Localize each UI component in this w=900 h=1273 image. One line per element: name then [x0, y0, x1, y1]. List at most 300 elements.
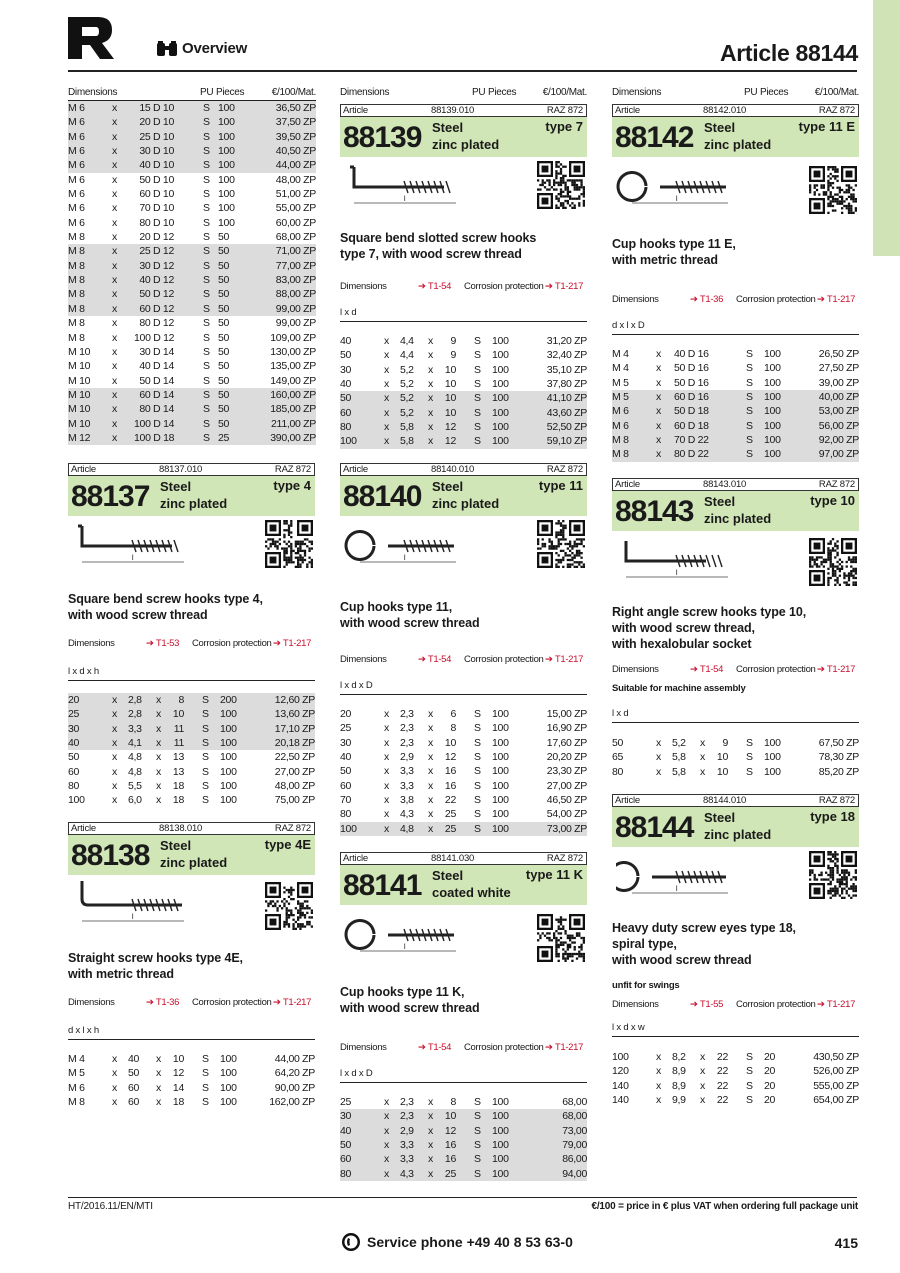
- product-title: with wood screw thread,: [612, 621, 755, 635]
- cell-b: 40 D 12: [139, 274, 174, 287]
- cell-pu: S: [203, 274, 210, 287]
- cell: 10: [444, 406, 456, 419]
- technical-drawing: [72, 877, 202, 927]
- cell-b: 15 D 10: [139, 102, 174, 114]
- cell: 4,3: [400, 808, 414, 821]
- cell: 44,00 ZP: [274, 1053, 315, 1065]
- cell-sep: S: [474, 378, 481, 391]
- table-row: [68, 707, 315, 721]
- cell-pu: S: [203, 231, 210, 244]
- cell-x: x: [112, 403, 117, 416]
- cell: 20: [764, 1094, 776, 1107]
- cell-pu: S: [203, 417, 210, 430]
- article-code: 88139.010: [431, 105, 475, 116]
- product-title: Cup hooks type 11 E,: [612, 237, 736, 251]
- raz-code: RAZ 872: [546, 464, 583, 475]
- cell: 50: [128, 1067, 140, 1080]
- cell: 100: [612, 1051, 629, 1063]
- cell-sep: x: [428, 1096, 433, 1108]
- dimensions-label: Dimensions: [340, 281, 387, 292]
- columns-label: d x l x h: [68, 1025, 99, 1036]
- cell: 12: [172, 1067, 184, 1080]
- cell: 60: [340, 1153, 352, 1166]
- cell: 80: [612, 765, 624, 778]
- cell-pc: 50: [218, 331, 230, 344]
- dimensions-ref[interactable]: ➔ T1-54: [418, 1042, 452, 1053]
- cell-pu: S: [203, 173, 210, 186]
- cell: 100: [220, 722, 237, 735]
- material-steel: Steel: [432, 479, 464, 494]
- dimensions-label: Dimensions: [68, 997, 115, 1008]
- cell: 60 D 16: [674, 391, 709, 404]
- rule: [340, 1082, 587, 1083]
- price-table: [612, 736, 859, 779]
- cell: 5,2: [400, 378, 414, 391]
- table-row: [68, 158, 316, 172]
- raz-code: RAZ 872: [818, 795, 855, 806]
- dimensions-ref[interactable]: ➔ T1-36: [146, 997, 180, 1008]
- dimensions-ref[interactable]: ➔ T1-54: [418, 281, 452, 292]
- table-row: [340, 779, 587, 793]
- cell-sep: x: [428, 392, 433, 405]
- cell: 11: [173, 737, 184, 750]
- cell: 100: [492, 406, 509, 419]
- article-type: type 4E: [264, 837, 311, 852]
- cell-sep: x: [656, 419, 661, 432]
- cell-b: 40 D 14: [139, 360, 174, 373]
- cell: M 5: [612, 391, 629, 404]
- cell-p: 99,00 ZP: [275, 302, 316, 315]
- table-row: [612, 1050, 859, 1064]
- corrosion-ref[interactable]: ➔ T1-217: [545, 654, 584, 665]
- table-row: [612, 1093, 859, 1107]
- cell: 27,00 ZP: [274, 765, 315, 778]
- cell: 20: [764, 1079, 776, 1092]
- material-finish: zinc plated: [704, 827, 772, 842]
- cell-sep: S: [474, 765, 481, 778]
- cell: 100: [492, 779, 509, 792]
- cell: 80: [340, 808, 352, 821]
- footer-rule: [68, 1197, 857, 1198]
- corrosion-ref[interactable]: ➔ T1-217: [273, 638, 312, 649]
- cell: 3,3: [400, 765, 414, 778]
- table-row: [612, 1064, 859, 1078]
- cell: 18: [172, 794, 184, 807]
- article-band: [340, 476, 587, 516]
- cell-x: x: [112, 245, 117, 258]
- col-dimensions: Dimensions: [340, 87, 390, 98]
- cell: 23,30 ZP: [546, 765, 587, 778]
- cell: 100: [220, 708, 237, 721]
- cell-a: M 6: [68, 173, 85, 186]
- cell-p: 40,50 ZP: [275, 145, 316, 158]
- cell: 140: [612, 1079, 629, 1092]
- cell-sep: x: [112, 765, 117, 778]
- product-note: Suitable for machine assembly: [612, 683, 746, 694]
- cell: 4,8: [128, 765, 142, 778]
- cell-sep: x: [428, 1110, 433, 1123]
- cell: 75,00 ZP: [274, 794, 315, 807]
- cell: 80: [340, 421, 352, 434]
- cell-x: x: [112, 331, 117, 344]
- cell: 67,50 ZP: [818, 737, 859, 749]
- cell: 100: [220, 794, 237, 807]
- cell-sep: x: [656, 405, 661, 418]
- dimensions-ref[interactable]: ➔ T1-53: [146, 638, 180, 649]
- cell: 32,40 ZP: [546, 349, 587, 362]
- table-row: [68, 144, 316, 158]
- rule: [68, 680, 315, 681]
- cell-pu: S: [203, 216, 210, 229]
- cell-a: M 10: [68, 388, 91, 401]
- cell-a: M 6: [68, 102, 85, 114]
- cell-sep: S: [746, 376, 753, 389]
- cell-sep: x: [428, 765, 433, 778]
- cell-pu: S: [203, 202, 210, 215]
- cell: 46,50 ZP: [546, 794, 587, 807]
- dimensions-label: Dimensions: [612, 999, 659, 1010]
- cell: 40,00 ZP: [818, 391, 859, 404]
- cell: 5,5: [128, 780, 142, 793]
- cell-sep: x: [656, 1094, 661, 1107]
- cell: 13: [172, 751, 184, 764]
- cell: 68,00: [562, 1110, 587, 1123]
- qr-code[interactable]: [537, 914, 585, 962]
- cell-pu: S: [203, 145, 210, 158]
- cell-pc: 50: [218, 231, 230, 244]
- corrosion-ref[interactable]: ➔ T1-217: [545, 1042, 584, 1053]
- cell: 37,80 ZP: [546, 378, 587, 391]
- qr-code[interactable]: [265, 882, 313, 930]
- corrosion-ref[interactable]: ➔ T1-217: [817, 664, 856, 675]
- cell-sep: S: [746, 362, 753, 375]
- cell: 50: [340, 392, 352, 405]
- cell-x: x: [112, 188, 117, 201]
- cell-b: 60 D 14: [139, 388, 174, 401]
- product-title: Cup hooks type 11,: [340, 600, 453, 614]
- table-row: [340, 1124, 587, 1138]
- cell: 25: [340, 1096, 352, 1108]
- article-label: Article: [343, 464, 368, 475]
- technical-drawing: [344, 907, 474, 957]
- table-row: [612, 390, 859, 404]
- raz-code: RAZ 872: [818, 479, 855, 490]
- cell: 14: [172, 1081, 184, 1094]
- cell: 430,50 ZP: [813, 1051, 859, 1063]
- cell-p: 37,50 ZP: [275, 116, 316, 129]
- dimensions-ref[interactable]: ➔ T1-36: [690, 294, 724, 305]
- cell-sep: S: [202, 708, 209, 721]
- cell: 80: [340, 1167, 352, 1180]
- corrosion-label: Corrosion protection: [736, 664, 816, 675]
- material: [160, 837, 227, 871]
- cell: 140: [612, 1094, 629, 1107]
- cell-p: 130,00 ZP: [270, 345, 316, 358]
- article-type: type 18: [810, 809, 855, 824]
- dimensions-ref[interactable]: ➔ T1-55: [690, 999, 724, 1010]
- cell: 100: [492, 1096, 509, 1108]
- article-band: [340, 865, 587, 905]
- cell-pu: S: [203, 403, 210, 416]
- cell-pc: 100: [218, 188, 235, 201]
- article-label: Article: [615, 795, 640, 806]
- material-steel: Steel: [704, 494, 736, 509]
- overview-link[interactable]: [156, 40, 247, 57]
- table-row: [340, 1167, 587, 1181]
- table-row: [340, 406, 587, 420]
- qr-code[interactable]: [537, 161, 585, 209]
- cell: 100: [492, 378, 509, 391]
- cell-a: M 8: [68, 245, 85, 258]
- raz-code: RAZ 872: [818, 105, 855, 116]
- cell: 100: [492, 1110, 509, 1123]
- article-code: 88140.010: [431, 464, 475, 475]
- material: [432, 478, 499, 512]
- product-title: Square bend slotted screw hooks: [340, 231, 537, 245]
- svg-text:l: l: [676, 196, 678, 203]
- cell: 100: [492, 363, 509, 376]
- cell-pc: 100: [218, 173, 235, 186]
- qr-code[interactable]: [265, 520, 313, 568]
- cell: 100: [220, 1096, 237, 1109]
- cell-pc: 50: [218, 245, 230, 258]
- cell: 12: [444, 421, 456, 434]
- cell-x: x: [112, 130, 117, 143]
- cell-p: 390,00 ZP: [270, 431, 316, 444]
- table-row: [340, 750, 587, 764]
- cell: 100: [492, 794, 509, 807]
- cell: 4,8: [400, 822, 414, 835]
- table-row: [68, 1066, 315, 1080]
- table-row: [68, 316, 316, 330]
- table-row: [340, 807, 587, 821]
- cell-sep: x: [656, 1065, 661, 1078]
- cell: 50: [340, 765, 352, 778]
- svg-text:l: l: [676, 570, 678, 577]
- corrosion-ref[interactable]: ➔ T1-217: [817, 999, 856, 1010]
- cell: 100: [764, 376, 781, 389]
- product-title: Heavy duty screw eyes type 18,: [612, 921, 796, 935]
- dimensions-ref[interactable]: ➔ T1-54: [690, 664, 724, 675]
- cell: 100: [492, 765, 509, 778]
- cell: 53,00 ZP: [818, 405, 859, 418]
- table-row: [340, 736, 587, 750]
- dimensions-label: Dimensions: [340, 654, 387, 665]
- material-steel: Steel: [432, 868, 464, 883]
- cell-sep: x: [656, 391, 661, 404]
- cell-sep: x: [428, 335, 433, 347]
- cell-sep: x: [384, 392, 389, 405]
- article-type: type 11 K: [525, 867, 583, 882]
- cell: 100: [492, 708, 509, 720]
- cell-a: M 8: [68, 259, 85, 272]
- side-tab: [873, 0, 900, 256]
- columns-label: d x l x D: [612, 320, 645, 331]
- cell: 4,4: [400, 349, 414, 362]
- cell-pc: 50: [218, 360, 230, 373]
- cell-sep: x: [428, 722, 433, 735]
- cell: 100: [220, 737, 237, 750]
- cell-sep: x: [656, 376, 661, 389]
- cell-a: M 10: [68, 417, 91, 430]
- cell-p: 135,00 ZP: [270, 360, 316, 373]
- material-steel: Steel: [160, 838, 192, 853]
- cell-pc: 50: [218, 388, 230, 401]
- cell: 73,00: [562, 1124, 587, 1137]
- article-code: 88137.010: [159, 464, 203, 475]
- cell: 2,3: [400, 736, 414, 749]
- table-row: [68, 693, 315, 707]
- cell: 52,50 ZP: [546, 421, 587, 434]
- table-row: [68, 201, 316, 215]
- cell: 25: [444, 822, 456, 835]
- cell-sep: S: [474, 363, 481, 376]
- cell-pu: S: [203, 302, 210, 315]
- left-table: [68, 87, 316, 445]
- cell: 100: [764, 448, 781, 461]
- product-title: Square bend screw hooks type 4,: [68, 592, 263, 606]
- cell: 10: [172, 708, 184, 721]
- cell-sep: S: [474, 751, 481, 764]
- cell-sep: x: [428, 808, 433, 821]
- cell-sep: x: [384, 363, 389, 376]
- cell: 2,3: [400, 708, 414, 720]
- cell: 654,00 ZP: [813, 1094, 859, 1107]
- price-table: [612, 347, 859, 462]
- cell-pc: 50: [218, 274, 230, 287]
- cell: 56,00 ZP: [818, 419, 859, 432]
- cell-a: M 8: [68, 302, 85, 315]
- cell: 41,10 ZP: [546, 392, 587, 405]
- corrosion-ref[interactable]: ➔ T1-217: [817, 294, 856, 305]
- cell-sep: x: [384, 736, 389, 749]
- cell-sep: x: [112, 751, 117, 764]
- qr-code[interactable]: [809, 166, 857, 214]
- cell-b: 50 D 14: [139, 374, 174, 387]
- corrosion-ref[interactable]: ➔ T1-217: [273, 997, 312, 1008]
- cell: 100: [492, 751, 509, 764]
- cell: 22: [716, 1065, 728, 1078]
- cell: 5,8: [400, 435, 414, 448]
- columns-label: l x d x D: [340, 1068, 373, 1079]
- cell-sep: S: [474, 794, 481, 807]
- cell: 40: [340, 335, 352, 347]
- cell: 8,9: [672, 1079, 686, 1092]
- dimensions-ref[interactable]: ➔ T1-54: [418, 654, 452, 665]
- article-code: 88138.010: [159, 823, 203, 834]
- cell: 16,90 ZP: [546, 722, 587, 735]
- left-table-header: [68, 87, 316, 100]
- table-row: [68, 793, 315, 807]
- cell: 8,2: [672, 1051, 686, 1063]
- cell: 4,3: [400, 1167, 414, 1180]
- article-band: [340, 117, 587, 157]
- dimensions-label: Dimensions: [612, 294, 659, 305]
- cell: 70: [340, 794, 352, 807]
- cell: 16: [444, 765, 456, 778]
- cell: M 8: [612, 434, 629, 447]
- cell: 11: [173, 722, 184, 735]
- qr-code[interactable]: [809, 538, 857, 586]
- cell: 25: [444, 808, 456, 821]
- article-code: 88141.030: [431, 853, 475, 864]
- article-88144: [612, 794, 859, 1107]
- service-phone[interactable]: [340, 1232, 573, 1252]
- article-number: 88139: [343, 121, 422, 154]
- qr-code[interactable]: [537, 520, 585, 568]
- cell-p: 88,00 ZP: [275, 288, 316, 301]
- cell: 8: [450, 1096, 456, 1108]
- corrosion-ref[interactable]: ➔ T1-217: [545, 281, 584, 292]
- cell: 5,8: [400, 421, 414, 434]
- cell-p: 51,00 ZP: [275, 188, 316, 201]
- cell-b: 60 D 12: [139, 302, 174, 315]
- cell: 22,50 ZP: [274, 751, 315, 764]
- cell: 40: [68, 737, 80, 750]
- price-table: [340, 1095, 587, 1181]
- footer-price-note: €/100 = price in € plus VAT when ordering full package unit: [591, 1201, 858, 1212]
- table-row: [68, 331, 316, 345]
- table-row: [340, 377, 587, 391]
- cell: 17,60 ZP: [546, 736, 587, 749]
- cell: M 4: [612, 362, 629, 375]
- cell-sep: x: [428, 751, 433, 764]
- technical-drawing: [344, 159, 474, 209]
- cell: 40: [340, 751, 352, 764]
- cell-x: x: [112, 173, 117, 186]
- article-88141: [340, 852, 587, 1180]
- qr-code[interactable]: [809, 851, 857, 899]
- cell: 4,4: [400, 335, 414, 347]
- cell: 120: [612, 1065, 629, 1078]
- table-row: [340, 334, 587, 348]
- cell: 2,3: [400, 1110, 414, 1123]
- cell-b: 80 D 12: [139, 317, 174, 330]
- raz-code: RAZ 872: [274, 823, 311, 834]
- cell: 39,00 ZP: [818, 376, 859, 389]
- cell-a: M 6: [68, 116, 85, 129]
- cell-pu: S: [203, 374, 210, 387]
- col-price: €/100/Mat.: [271, 87, 316, 98]
- cell-sep: x: [384, 1139, 389, 1152]
- cell: 97,00 ZP: [818, 448, 859, 461]
- cell-a: M 6: [68, 202, 85, 215]
- cell: 50: [340, 1139, 352, 1152]
- cell-x: x: [112, 388, 117, 401]
- cell-sep: S: [474, 421, 481, 434]
- article-bar: [340, 104, 587, 117]
- cell: 100: [492, 349, 509, 362]
- table-row: [68, 1052, 315, 1066]
- cell-sep: x: [156, 780, 161, 793]
- cell-sep: S: [474, 708, 481, 720]
- article-band: [68, 835, 315, 875]
- cell-pu: S: [203, 288, 210, 301]
- cell: 5,2: [400, 406, 414, 419]
- cell: 26,50 ZP: [818, 348, 859, 360]
- cell-sep: x: [156, 1081, 161, 1094]
- cell-sep: x: [156, 765, 161, 778]
- cell-b: 30 D 12: [139, 259, 174, 272]
- cell-b: 20 D 10: [139, 116, 174, 129]
- cell: 94,00: [562, 1167, 587, 1180]
- cell-sep: x: [156, 722, 161, 735]
- cell: M 8: [612, 448, 629, 461]
- cell: 78,30 ZP: [818, 751, 859, 764]
- cell-b: 80 D 10: [139, 216, 174, 229]
- article-bar: [340, 852, 587, 865]
- cell-pc: 50: [218, 345, 230, 358]
